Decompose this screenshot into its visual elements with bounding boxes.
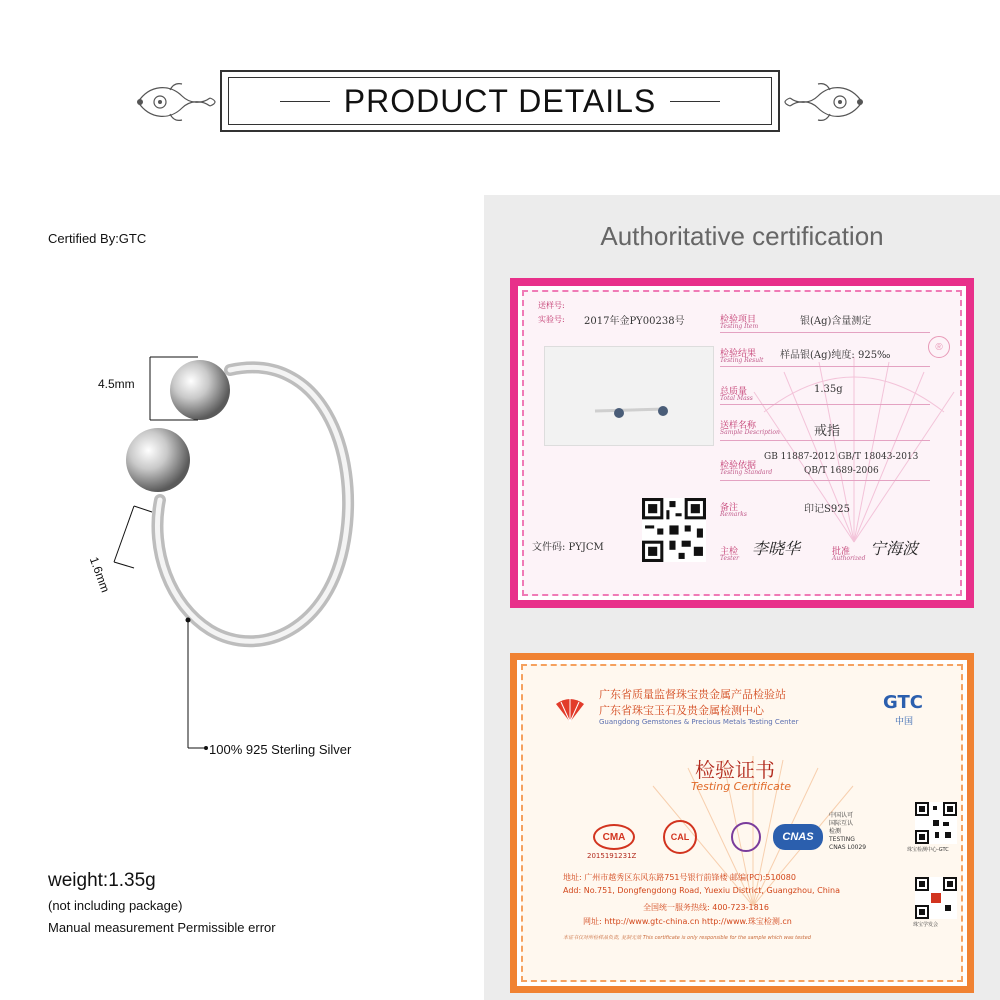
exp-no-label: 实验号:	[538, 315, 565, 324]
certification-panel	[484, 195, 1000, 1000]
tester-signature: 李晓华	[752, 539, 801, 558]
name-label: 送样名称	[720, 421, 757, 431]
website: 网址: http://www.gtc-china.cn http://www.珠宝检测.cn	[583, 917, 792, 926]
error-note: Manual measurement Permissible error	[48, 920, 276, 935]
mass-label: 总质量	[720, 387, 748, 397]
name-sub: Sample Description	[720, 429, 780, 436]
cnas-note	[829, 812, 866, 852]
weight-label: weight:1.35g	[48, 870, 156, 891]
ring-ball-top	[170, 360, 230, 420]
cnas-note-line: 国际互认	[829, 820, 854, 827]
qr-code-icon	[642, 498, 706, 562]
cnas-note-line: 中国认可	[829, 812, 854, 819]
address-cn: 地址: 广州市越秀区东风东路751号银行前锋楼 邮编(PC):510080	[563, 873, 796, 882]
certification-title: Authoritative certification	[600, 221, 884, 251]
authorized-signature: 宁海波	[870, 539, 919, 558]
row-rule	[720, 332, 930, 333]
cma-logo: CMA	[593, 824, 635, 850]
send-no-label: 送样号:	[538, 301, 565, 310]
ball-diameter-label: 4.5mm	[98, 377, 135, 391]
mass-sub: Total Mass	[720, 395, 753, 402]
doc-code: 文件码: PYJCM	[532, 542, 604, 553]
title-dash-left	[280, 101, 330, 102]
gtc-testing-certificate	[510, 653, 974, 993]
cal-logo: CAL	[663, 820, 697, 854]
authorized-sub: Authorized	[832, 555, 866, 562]
qr-caption-1: 珠宝检测中心-GTC	[907, 847, 949, 853]
sample-photo	[544, 346, 714, 446]
row-rule	[720, 480, 930, 481]
gtc-china-label: 中国	[895, 717, 914, 727]
basis-value-2: QB/T 1689-2006	[804, 466, 879, 476]
item-label: 检验项目	[720, 315, 757, 325]
remark-sub: Remarks	[720, 511, 747, 518]
hotline: 全国统一服务热线: 400-723-1816	[643, 903, 769, 912]
result-value: 样品银(Ag)纯度: 925‰	[780, 350, 891, 361]
package-note: (not including package)	[48, 898, 183, 913]
band-width-label: 1.6mm	[86, 555, 113, 595]
cnas-logo: CNAS	[773, 824, 823, 850]
remark-value: 印记S925	[804, 504, 850, 515]
cnas-note-line: 检测	[829, 828, 842, 835]
gtc-fan-logo-icon	[553, 692, 587, 726]
row-rule	[720, 404, 930, 405]
org-line-2: 广东省珠宝玉石及贵金属检测中心	[599, 704, 764, 717]
result-sub: Testing Result	[720, 357, 764, 364]
banner-title-row	[228, 77, 772, 125]
ilac-logo-icon	[731, 822, 761, 852]
item-value: 银(Ag)含量测定	[800, 316, 872, 327]
right-ornament-icon	[750, 62, 870, 142]
row-rule	[720, 440, 930, 441]
result-label: 检验结果	[720, 349, 757, 359]
product-details-banner	[130, 62, 870, 142]
material-label: 100% 925 Sterling Silver	[209, 742, 352, 757]
registered-mark-icon: ®	[928, 336, 950, 358]
certificate-cn-title: 检验证书	[695, 758, 775, 782]
remark-label: 备注	[720, 503, 739, 513]
basis-sub: Testing Standard	[720, 469, 773, 476]
authorized-label: 批准	[832, 547, 851, 557]
basis-label: 检验依据	[720, 461, 757, 471]
row-rule	[720, 366, 930, 367]
qr-code-icon	[915, 802, 957, 844]
qr-code-icon	[915, 877, 957, 919]
basis-value-1: GB 11887-2012 GB/T 18043-2013	[764, 452, 919, 462]
org-english: Guangdong Gemstones & Precious Metals Testing Center	[599, 718, 799, 726]
cnas-note-line: TESTING	[829, 836, 855, 843]
certified-by-label: Certified By:GTC	[48, 231, 147, 246]
address-en: Add: No.751, Dongfengdong Road, Yuexiu District, Guangzhou, China	[563, 886, 840, 895]
qr-caption-2: 珠宝学发会	[913, 922, 939, 928]
exp-no-value: 2017年金PY00238号	[584, 316, 685, 327]
ring-ball-bottom	[126, 428, 190, 492]
gtc-testing-certificate-inner	[521, 664, 963, 982]
tester-sub: Tester	[720, 555, 739, 562]
tester-label: 主检	[720, 547, 739, 557]
ring-image	[90, 330, 390, 770]
silver-test-certificate	[510, 278, 974, 608]
page-title: PRODUCT DETAILS	[343, 82, 657, 119]
cnas-note-line: CNAS L0029	[829, 844, 867, 851]
org-line-1: 广东省质量监督珠宝贵金属产品检验站	[599, 688, 786, 701]
mass-value: 1.35g	[814, 384, 843, 395]
certificate-en-title: Testing Certificate	[691, 780, 791, 793]
footnote: 本证书仅对所检样品负责, 复制无效 This certificate is only responsible for the sample which was tested	[563, 935, 811, 941]
name-value: 戒指	[814, 424, 841, 439]
item-sub: Testing Item	[720, 323, 759, 330]
silver-test-certificate-inner	[522, 290, 962, 596]
cma-number: 2015191231Z	[587, 852, 637, 860]
title-dash-right	[670, 101, 720, 102]
gtc-logo: GTC	[883, 692, 923, 713]
